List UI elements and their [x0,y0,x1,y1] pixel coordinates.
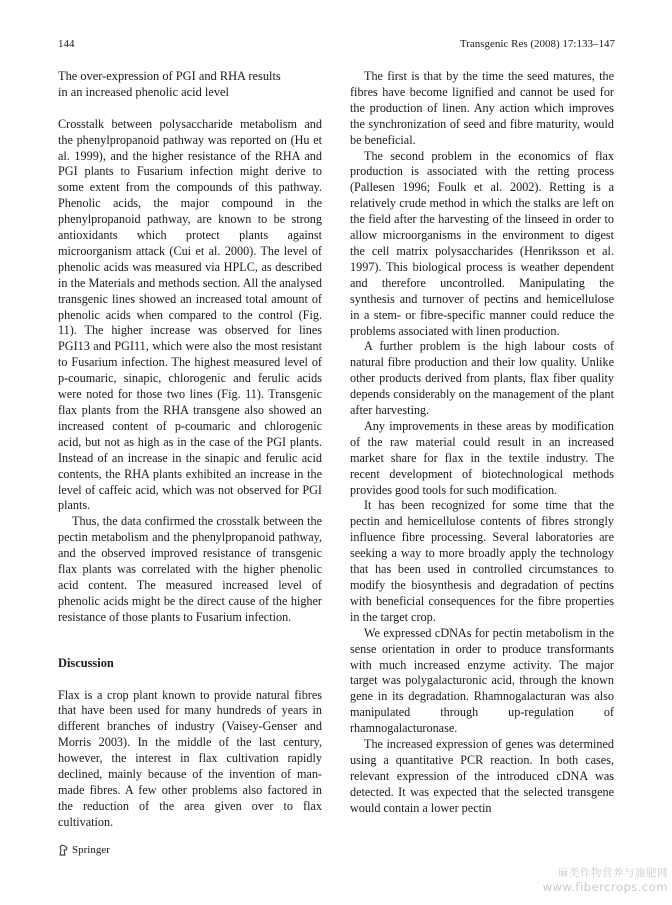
page-number: 144 [58,38,75,50]
section-title-line-1: The over-expression of PGI and RHA results [58,69,281,83]
paragraph-phenolic-2: Thus, the data confirmed the crosstalk between the pectin metabolism and the phenylpropanoid pathway, and the observed improved resistance of transgenic flax plants was correlated with the higher phenolic acid content. The measured increased level of phenolic acids might be the direct cause of the higher resistance of those plants to Fusarium infection. [58,514,322,624]
running-header: Transgenic Res (2008) 17:133–147 [459,38,615,50]
paragraph-right-4: Any improvements in these areas by modification of the raw material could result in an increased market share for flax in the textile industry. The recent development of biotechnological methods provides good tools for such modification. [350,418,614,497]
paragraph-right-1: The first is that by the time the seed matures, the fibres have become lignified and cannot be used for the production of linen. Any action which improves the synchronization of seed and fibre maturity, would be beneficial. [350,69,614,147]
section-title-line-2: in an increased phenolic acid level [58,84,229,99]
right-column [350,69,614,817]
paragraph-discussion-1: Flax is a crop plant known to provide natural fibres that have been used for many hundreds of years in different branches of industry (Vaisey-Genser and Morris 2003). In the middle of the last century, however, the interest in flax cultivation rapidly declined, mainly because of the invention of man-made fibres. A few other problems also factored in the reduction of the area given over to flax cultivation. [58,687,322,829]
watermark-cn: 麻类作物营养与施肥网 [558,867,668,879]
watermark-url: www.fibercrops.com [542,880,668,894]
springer-horse-icon [58,844,69,856]
paragraph-right-2: The second problem in the economics of flax production is associated with the retting process (Pallesen 1996; Foulk et al. 2002). Retting is a relatively crude method in which the stalks are left on the field after the harvesting of the linseed in order to allow microorganisms in the environment to digest the cell matrix polysaccharides (Henriksson et al. 1997). This biological process is weather dependent and therefore uncontrolled. Manipulating the synthesis and turnover of pectins and hemicellulose in a stem- or fibre-specific manner could reduce the problems associated with linen production. [350,148,614,338]
paragraph-right-7: The increased expression of genes was determined using a quantitative PCR reaction. In both cases, relevant expression of the introduced cDNA was detected. It was expected that the selected transgene would contain a lower pectin [350,737,614,815]
paragraph-right-3: A further problem is the high labour costs of natural fibre production and their low quality. Unlike other products derived from plants, flax fiber quality depends considerably on the management of the plant after harvesting. [350,339,614,418]
paragraph-right-6: We expressed cDNAs for pectin metabolism in the sense orientation in order to produce transformants with much increased enzyme activity. The major target was polygalacturonic acid, through the known gene in its degradation. Rhamnogalacturan was also manipulated through up-regulation of rhamnogalacturonase. [350,625,614,736]
paragraph-right-5: It has been recognized for some time that the pectin and hemicellulose contents of fibres strongly influence fibre processing. Several laboratories are seeking a way to more broadly apply the technology that has been used in controlled circumstances to modify the biosynthesis and degradation of pectins with beneficial consequences for the fibre properties in the target crop. [350,498,614,624]
footer [58,844,110,856]
left-column [58,69,322,831]
paragraph-phenolic-1: Crosstalk between polysaccharide metabolism and the phenylpropanoid pathway was reported on (Hu et al. 1999), and the higher resistance of the RHA and PGI plants to Fusarium infection might derive to some extent from the compounds of this pathway. Phenolic acids, the major compound in the phenylpropanoid pathway, are known to be strong antioxidants which protect plants against microorganism attack (Cui et al. 2000). The level of phenolic acids was measured via HPLC, as described in the Materials and methods section. All the analysed transgenic lines showed an increased total amount of phenolic acids when compared to the control (Fig. 11). The higher increase was observed for lines PGI13 and PGI11, which were also the most resistant to Fusarium infection. The highest measured level of p-coumaric, sinapic, chlorogenic and ferulic acids were noted for those two lines (Fig. 11). Transgenic flax plants from the RHA transgene also showed an increased content of p-coumaric and chlorogenic acid, but not as high as in the case of the PGI plants. Instead of an increase in the sinapic and ferulic acid contents, the RHA plants exhibited an increase in the level of caffeic acid, which was not observed for PGI plants. [58,116,322,513]
watermark [543,866,668,894]
publisher-name: Springer [72,844,110,856]
discussion-heading: Discussion [58,655,114,670]
